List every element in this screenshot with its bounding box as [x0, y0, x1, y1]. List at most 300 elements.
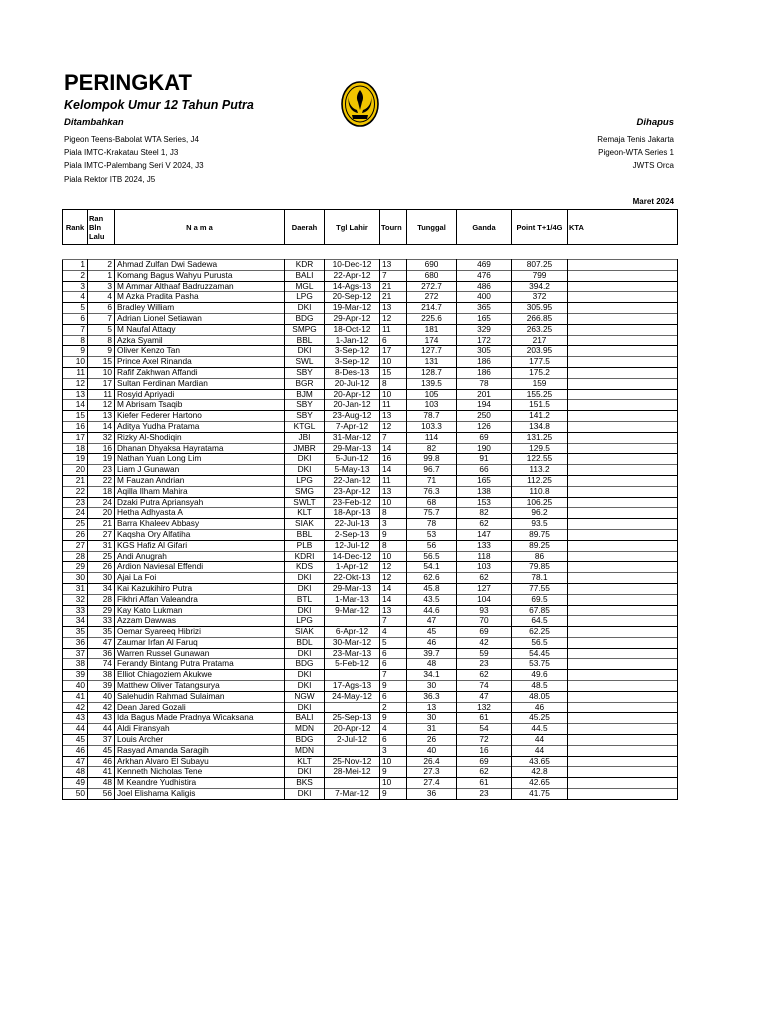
table-row — [63, 508, 678, 519]
cell-birth-date: 20-Sep-12 — [325, 292, 380, 303]
removed-tournament: Remaja Tenis Jakarta — [597, 135, 674, 144]
cell-tournaments: 6 — [380, 659, 407, 670]
table-row — [63, 605, 678, 616]
added-tournament: Piala IMTC-Palembang Seri V 2024, J3 — [64, 161, 204, 171]
cell-doubles-points: 486 — [457, 281, 512, 292]
cell-previous-rank: 18 — [88, 486, 115, 497]
cell-previous-rank: 5 — [88, 324, 115, 335]
table-row — [63, 292, 678, 303]
cell-doubles-points: 104 — [457, 594, 512, 605]
cell-total-points: 110.8 — [512, 486, 568, 497]
cell-tournaments: 9 — [380, 767, 407, 778]
cell-kta — [568, 540, 678, 551]
cell-tournaments: 13 — [380, 260, 407, 271]
table-row — [63, 486, 678, 497]
cell-tournaments: 8 — [380, 378, 407, 389]
cell-kta — [568, 659, 678, 670]
cell-total-points: 41.75 — [512, 789, 568, 800]
cell-area: NGW — [285, 691, 325, 702]
cell-doubles-points: 127 — [457, 583, 512, 594]
cell-rank: 9 — [63, 346, 88, 357]
cell-previous-rank: 16 — [88, 443, 115, 454]
cell-singles-points: 45.8 — [407, 583, 457, 594]
cell-kta — [568, 378, 678, 389]
added-tournament: Piala Rektor ITB 2024, J5 — [64, 174, 156, 184]
cell-total-points: 79.85 — [512, 562, 568, 573]
table-row — [63, 778, 678, 789]
cell-total-points: 48.5 — [512, 681, 568, 692]
cell-birth-date: 18-Oct-12 — [325, 324, 380, 335]
cell-rank: 10 — [63, 357, 88, 368]
cell-area: SWL — [285, 357, 325, 368]
table-row — [63, 735, 678, 746]
cell-singles-points: 56 — [407, 540, 457, 551]
cell-player-name: Ferandy Bintang Putra Pratama — [115, 659, 285, 670]
cell-doubles-points: 69 — [457, 756, 512, 767]
cell-tournaments: 21 — [380, 292, 407, 303]
cell-previous-rank: 41 — [88, 767, 115, 778]
table-row — [63, 389, 678, 400]
cell-birth-date: 1-Jan-12 — [325, 335, 380, 346]
cell-total-points: 89.75 — [512, 529, 568, 540]
cell-total-points: 112.25 — [512, 475, 568, 486]
cell-kta — [568, 519, 678, 530]
cell-previous-rank: 1 — [88, 270, 115, 281]
cell-birth-date: 8-Des-13 — [325, 367, 380, 378]
cell-birth-date — [325, 745, 380, 756]
cell-area: BALI — [285, 713, 325, 724]
cell-kta — [568, 670, 678, 681]
removed-tournament: Pigeon-WTA Series 1 — [598, 148, 674, 158]
cell-total-points: 151.5 — [512, 400, 568, 411]
cell-total-points: 44.5 — [512, 724, 568, 735]
cell-player-name: Kenneth Nicholas Tene — [115, 767, 285, 778]
cell-player-name: Azzam Dawwas — [115, 616, 285, 627]
cell-previous-rank: 25 — [88, 551, 115, 562]
cell-total-points: 203.95 — [512, 346, 568, 357]
table-row — [63, 756, 678, 767]
cell-tournaments: 14 — [380, 583, 407, 594]
cell-area: DKI — [285, 702, 325, 713]
cell-rank: 11 — [63, 367, 88, 378]
cell-area: MDN — [285, 745, 325, 756]
table-row — [63, 745, 678, 756]
cell-rank: 41 — [63, 691, 88, 702]
cell-player-name: Azka Syamil — [115, 335, 285, 346]
cell-doubles-points: 47 — [457, 691, 512, 702]
cell-doubles-points: 62 — [457, 767, 512, 778]
cell-kta — [568, 443, 678, 454]
cell-tournaments: 5 — [380, 637, 407, 648]
cell-total-points: 69.5 — [512, 594, 568, 605]
cell-total-points: 86 — [512, 551, 568, 562]
cell-kta — [568, 346, 678, 357]
cell-doubles-points: 69 — [457, 432, 512, 443]
cell-rank: 19 — [63, 454, 88, 465]
cell-player-name: M Ammar Althaaf Badruzzaman — [115, 281, 285, 292]
cell-total-points: 93.5 — [512, 519, 568, 530]
cell-player-name: Louis Archer — [115, 735, 285, 746]
cell-kta — [568, 324, 678, 335]
cell-total-points: 305.95 — [512, 303, 568, 314]
cell-singles-points: 34.1 — [407, 670, 457, 681]
cell-singles-points: 30 — [407, 713, 457, 724]
cell-player-name: Liam J Gunawan — [115, 465, 285, 476]
cell-singles-points: 127.7 — [407, 346, 457, 357]
cell-area: LPG — [285, 616, 325, 627]
cell-area: BBL — [285, 529, 325, 540]
cell-doubles-points: 69 — [457, 627, 512, 638]
cell-total-points: 131.25 — [512, 432, 568, 443]
cell-previous-rank: 23 — [88, 465, 115, 476]
cell-doubles-points: 147 — [457, 529, 512, 540]
cell-area: KLT — [285, 508, 325, 519]
cell-rank: 16 — [63, 421, 88, 432]
cell-singles-points: 174 — [407, 335, 457, 346]
cell-tournaments: 14 — [380, 465, 407, 476]
cell-area: SIAK — [285, 627, 325, 638]
cell-kta — [568, 756, 678, 767]
cell-birth-date — [325, 670, 380, 681]
page-subtitle: Kelompok Umur 12 Tahun Putra — [64, 98, 254, 112]
cell-rank: 6 — [63, 313, 88, 324]
cell-singles-points: 128.7 — [407, 367, 457, 378]
cell-rank: 31 — [63, 583, 88, 594]
cell-previous-rank: 48 — [88, 778, 115, 789]
cell-doubles-points: 476 — [457, 270, 512, 281]
cell-tournaments: 9 — [380, 529, 407, 540]
cell-birth-date: 20-Jul-12 — [325, 378, 380, 389]
cell-doubles-points: 82 — [457, 508, 512, 519]
cell-area: PLB — [285, 540, 325, 551]
cell-total-points: 44 — [512, 745, 568, 756]
table-row — [63, 670, 678, 681]
cell-rank: 4 — [63, 292, 88, 303]
cell-kta — [568, 270, 678, 281]
cell-birth-date: 14-Ags-13 — [325, 281, 380, 292]
table-row — [63, 789, 678, 800]
cell-doubles-points: 186 — [457, 367, 512, 378]
cell-player-name: Dzaki Putra Apriansyah — [115, 497, 285, 508]
cell-singles-points: 39.7 — [407, 648, 457, 659]
cell-previous-rank: 10 — [88, 367, 115, 378]
table-row — [63, 400, 678, 411]
cell-area: LPG — [285, 475, 325, 486]
cell-rank: 1 — [63, 260, 88, 271]
table-row — [63, 270, 678, 281]
cell-tournaments: 7 — [380, 432, 407, 443]
cell-area: BDG — [285, 735, 325, 746]
cell-tournaments: 11 — [380, 324, 407, 335]
cell-player-name: Kiefer Federer Hartono — [115, 411, 285, 422]
cell-previous-rank: 12 — [88, 400, 115, 411]
cell-kta — [568, 281, 678, 292]
cell-total-points: 155.25 — [512, 389, 568, 400]
cell-birth-date: 22-Jul-13 — [325, 519, 380, 530]
cell-player-name: Nathan Yuan Long Lim — [115, 454, 285, 465]
column-singles: Tunggal — [407, 210, 457, 245]
cell-doubles-points: 59 — [457, 648, 512, 659]
cell-doubles-points: 165 — [457, 313, 512, 324]
cell-previous-rank: 24 — [88, 497, 115, 508]
cell-doubles-points: 61 — [457, 713, 512, 724]
cell-rank: 49 — [63, 778, 88, 789]
cell-doubles-points: 61 — [457, 778, 512, 789]
cell-rank: 34 — [63, 616, 88, 627]
cell-total-points: 46 — [512, 702, 568, 713]
table-row — [63, 281, 678, 292]
cell-total-points: 89.25 — [512, 540, 568, 551]
cell-singles-points: 27.4 — [407, 778, 457, 789]
cell-birth-date: 29-Mar-13 — [325, 443, 380, 454]
cell-birth-date: 25-Sep-13 — [325, 713, 380, 724]
cell-doubles-points: 194 — [457, 400, 512, 411]
cell-previous-rank: 15 — [88, 357, 115, 368]
cell-rank: 32 — [63, 594, 88, 605]
cell-birth-date: 10-Dec-12 — [325, 260, 380, 271]
cell-tournaments: 13 — [380, 411, 407, 422]
cell-player-name: Oemar Syareeq Hibrizi — [115, 627, 285, 638]
cell-player-name: Rafif Zakhwan Affandi — [115, 367, 285, 378]
cell-doubles-points: 400 — [457, 292, 512, 303]
cell-birth-date: 1-Apr-12 — [325, 562, 380, 573]
cell-kta — [568, 313, 678, 324]
removed-tournament: JWTS Orca — [632, 161, 674, 171]
table-row — [63, 421, 678, 432]
cell-area: BALI — [285, 270, 325, 281]
cell-player-name: Adrian Lionel Setiawan — [115, 313, 285, 324]
cell-rank: 33 — [63, 605, 88, 616]
cell-doubles-points: 62 — [457, 519, 512, 530]
cell-kta — [568, 508, 678, 519]
table-row — [63, 616, 678, 627]
cell-doubles-points: 103 — [457, 562, 512, 573]
cell-kta — [568, 454, 678, 465]
added-tournament: Pigeon Teens-Babolat WTA Series, J4 — [64, 135, 199, 144]
cell-kta — [568, 637, 678, 648]
cell-singles-points: 76.3 — [407, 486, 457, 497]
cell-tournaments: 10 — [380, 756, 407, 767]
table-row — [63, 583, 678, 594]
cell-singles-points: 62.6 — [407, 573, 457, 584]
cell-player-name: M Naufal Attaqy — [115, 324, 285, 335]
cell-rank: 36 — [63, 637, 88, 648]
cell-tournaments: 4 — [380, 627, 407, 638]
cell-total-points: 266.85 — [512, 313, 568, 324]
cell-previous-rank: 27 — [88, 529, 115, 540]
cell-singles-points: 225.6 — [407, 313, 457, 324]
cell-doubles-points: 23 — [457, 659, 512, 670]
cell-singles-points: 48 — [407, 659, 457, 670]
cell-singles-points: 131 — [407, 357, 457, 368]
column-birth-date: Tgl Lahir — [325, 210, 380, 245]
cell-kta — [568, 421, 678, 432]
cell-area: MGL — [285, 281, 325, 292]
cell-total-points: 77.55 — [512, 583, 568, 594]
cell-doubles-points: 74 — [457, 681, 512, 692]
cell-birth-date: 6-Apr-12 — [325, 627, 380, 638]
cell-birth-date: 1-Mar-13 — [325, 594, 380, 605]
cell-rank: 7 — [63, 324, 88, 335]
cell-doubles-points: 70 — [457, 616, 512, 627]
table-row — [63, 594, 678, 605]
table-row — [63, 562, 678, 573]
cell-doubles-points: 91 — [457, 454, 512, 465]
cell-previous-rank: 43 — [88, 713, 115, 724]
cell-rank: 42 — [63, 702, 88, 713]
cell-singles-points: 96.7 — [407, 465, 457, 476]
cell-previous-rank: 20 — [88, 508, 115, 519]
table-row — [63, 519, 678, 530]
cell-birth-date: 30-Mar-12 — [325, 637, 380, 648]
cell-tournaments: 10 — [380, 497, 407, 508]
cell-rank: 27 — [63, 540, 88, 551]
cell-birth-date: 3-Sep-12 — [325, 357, 380, 368]
cell-singles-points: 78 — [407, 519, 457, 530]
cell-area: DKI — [285, 465, 325, 476]
cell-player-name: Elliot Chiagoziem Akukwe — [115, 670, 285, 681]
table-row — [63, 691, 678, 702]
cell-kta — [568, 475, 678, 486]
cell-rank: 46 — [63, 745, 88, 756]
cell-birth-date: 25-Nov-12 — [325, 756, 380, 767]
cell-area: BDG — [285, 313, 325, 324]
cell-kta — [568, 303, 678, 314]
cell-player-name: Hetha Adhyasta A — [115, 508, 285, 519]
column-previous-rank: Ran Bln Lalu — [88, 210, 115, 245]
cell-player-name: KGS Hafiz Al Gifari — [115, 540, 285, 551]
cell-previous-rank: 45 — [88, 745, 115, 756]
cell-total-points: 141.2 — [512, 411, 568, 422]
cell-previous-rank: 22 — [88, 475, 115, 486]
cell-player-name: M Keandre Yudhistira — [115, 778, 285, 789]
cell-player-name: Barra Khaleev Abbasy — [115, 519, 285, 530]
cell-area: DKI — [285, 681, 325, 692]
cell-tournaments: 21 — [380, 281, 407, 292]
cell-previous-rank: 4 — [88, 292, 115, 303]
cell-singles-points: 44.6 — [407, 605, 457, 616]
cell-singles-points: 45 — [407, 627, 457, 638]
column-kta: KTA — [568, 210, 678, 245]
cell-area: DKI — [285, 573, 325, 584]
cell-singles-points: 13 — [407, 702, 457, 713]
cell-rank: 17 — [63, 432, 88, 443]
cell-rank: 22 — [63, 486, 88, 497]
cell-birth-date: 23-Aug-12 — [325, 411, 380, 422]
cell-birth-date: 7-Mar-12 — [325, 789, 380, 800]
cell-kta — [568, 389, 678, 400]
cell-previous-rank: 21 — [88, 519, 115, 530]
cell-rank: 48 — [63, 767, 88, 778]
cell-kta — [568, 357, 678, 368]
cell-birth-date — [325, 778, 380, 789]
cell-rank: 14 — [63, 400, 88, 411]
cell-area: SMG — [285, 486, 325, 497]
cell-previous-rank: 56 — [88, 789, 115, 800]
cell-area: DKI — [285, 789, 325, 800]
cell-kta — [568, 529, 678, 540]
table-row — [63, 681, 678, 692]
cell-kta — [568, 789, 678, 800]
cell-player-name: Aldi Firansyah — [115, 724, 285, 735]
cell-rank: 43 — [63, 713, 88, 724]
cell-player-name: M Abrisam Tsaqib — [115, 400, 285, 411]
cell-previous-rank: 33 — [88, 616, 115, 627]
table-row — [63, 346, 678, 357]
cell-birth-date: 22-Okt-13 — [325, 573, 380, 584]
cell-previous-rank: 40 — [88, 691, 115, 702]
organization-emblem-icon — [340, 80, 380, 128]
cell-kta — [568, 486, 678, 497]
table-row — [63, 702, 678, 713]
added-heading: Ditambahkan — [64, 117, 124, 128]
cell-singles-points: 46 — [407, 637, 457, 648]
cell-kta — [568, 691, 678, 702]
cell-previous-rank: 44 — [88, 724, 115, 735]
cell-player-name: Fikhri Affan Valeandra — [115, 594, 285, 605]
ranking-table-header — [62, 209, 678, 245]
table-row — [63, 637, 678, 648]
cell-birth-date: 19-Mar-12 — [325, 303, 380, 314]
cell-kta — [568, 778, 678, 789]
cell-doubles-points: 165 — [457, 475, 512, 486]
cell-singles-points: 26.4 — [407, 756, 457, 767]
cell-doubles-points: 365 — [457, 303, 512, 314]
cell-area: DKI — [285, 670, 325, 681]
cell-birth-date — [325, 616, 380, 627]
cell-tournaments: 12 — [380, 421, 407, 432]
cell-tournaments: 9 — [380, 713, 407, 724]
cell-player-name: Kay Kato Lukman — [115, 605, 285, 616]
cell-doubles-points: 118 — [457, 551, 512, 562]
cell-total-points: 159 — [512, 378, 568, 389]
cell-birth-date: 14-Dec-12 — [325, 551, 380, 562]
cell-tournaments: 9 — [380, 789, 407, 800]
cell-birth-date: 20-Apr-12 — [325, 724, 380, 735]
cell-area: SBY — [285, 400, 325, 411]
cell-total-points: 44 — [512, 735, 568, 746]
cell-tournaments: 6 — [380, 648, 407, 659]
cell-rank: 44 — [63, 724, 88, 735]
cell-previous-rank: 26 — [88, 562, 115, 573]
cell-birth-date — [325, 702, 380, 713]
cell-doubles-points: 23 — [457, 789, 512, 800]
cell-kta — [568, 497, 678, 508]
cell-birth-date: 23-Mar-13 — [325, 648, 380, 659]
cell-area: LPG — [285, 292, 325, 303]
cell-player-name: Andi Anugrah — [115, 551, 285, 562]
cell-singles-points: 103 — [407, 400, 457, 411]
cell-player-name: Warren Russel Gunawan — [115, 648, 285, 659]
cell-area: KLT — [285, 756, 325, 767]
cell-kta — [568, 367, 678, 378]
cell-area: BBL — [285, 335, 325, 346]
removed-heading: Dihapus — [636, 117, 674, 128]
cell-previous-rank: 47 — [88, 637, 115, 648]
table-row — [63, 713, 678, 724]
cell-tournaments: 16 — [380, 454, 407, 465]
cell-total-points: 372 — [512, 292, 568, 303]
cell-singles-points: 680 — [407, 270, 457, 281]
cell-doubles-points: 62 — [457, 573, 512, 584]
table-row — [63, 551, 678, 562]
cell-rank: 24 — [63, 508, 88, 519]
table-row — [63, 648, 678, 659]
cell-player-name: Aditya Yudha Pratama — [115, 421, 285, 432]
cell-birth-date: 5-Jun-12 — [325, 454, 380, 465]
cell-birth-date: 24-May-12 — [325, 691, 380, 702]
column-name: N a m a — [115, 210, 285, 245]
